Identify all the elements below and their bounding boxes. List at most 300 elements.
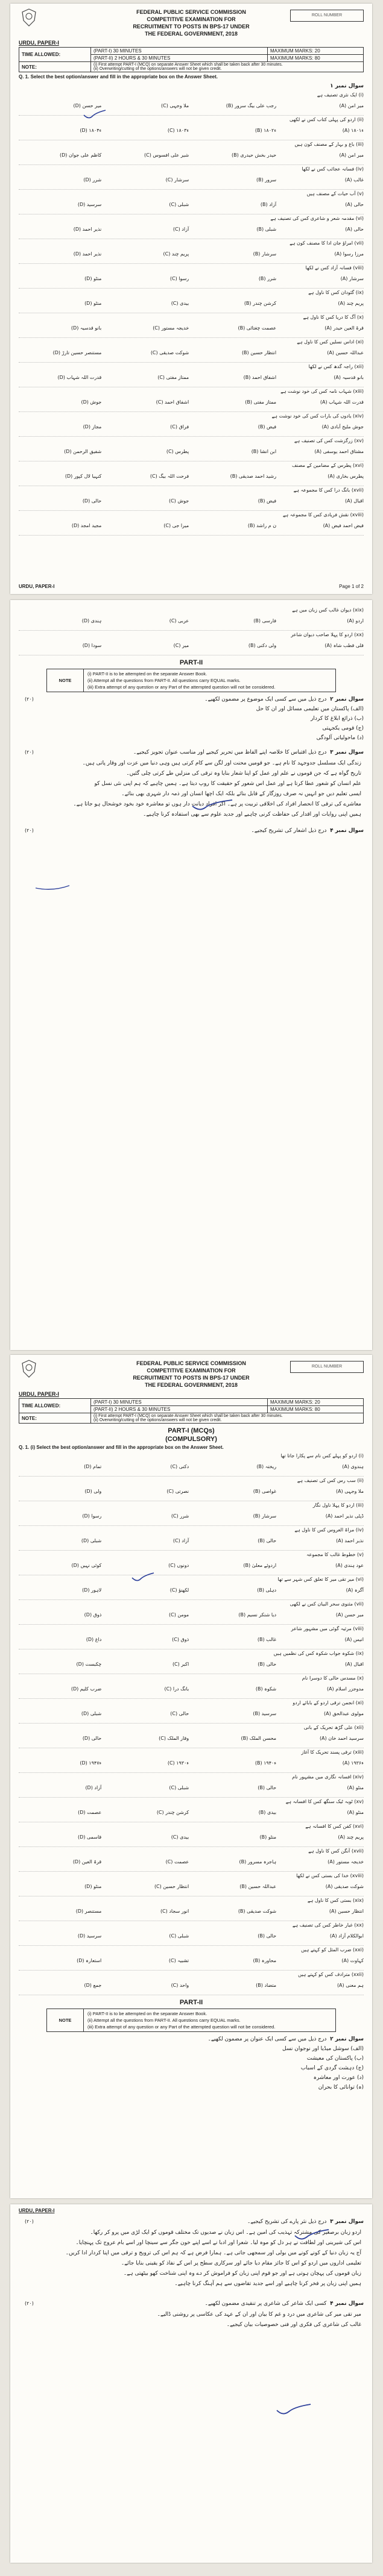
mcq-stem: [294, 438, 364, 443]
mcq-options: [19, 128, 364, 133]
mcq-item: [19, 165, 364, 190]
mcq-item: [19, 91, 364, 116]
mcq-option: (A) منٹو: [347, 1810, 364, 1815]
note-line: (iii) Extra attempt of any question or any Part of the attempted question will not be considered.: [87, 2024, 276, 2030]
note-label: NOTE:: [19, 62, 91, 72]
mcq-stem: [313, 1502, 364, 1508]
commission-name: FEDERAL PUBLIC SERVICE COMMISSION: [136, 9, 246, 15]
mcq-option: (A) مولوی عبدالحق: [324, 1711, 364, 1716]
mcq-option: (B) فارسی: [253, 618, 277, 624]
part2-marks: MAXIMUM MARKS: 80: [268, 1406, 364, 1413]
mcq-option: (C) ۱۸۰۳ء: [167, 128, 189, 133]
mcq-option: (C) کرشن چندر: [156, 1810, 189, 1815]
mcq-item: [19, 1649, 364, 1674]
mcq-question: اداس نسلیں کس کا ناول ہے: [297, 339, 355, 345]
mcq-question: غبار خاطر کس کی تصنیف ہے: [292, 1922, 353, 1928]
mcq-option: (B) فیض: [258, 498, 277, 504]
mcq-item: [19, 264, 364, 289]
q1-instruction: Q. 1. (i) Select the best option/answer and fill in the appropriate box on the Answer Sheet.: [19, 1445, 224, 1450]
mcq-question: گئودان کس کا ناول ہے: [308, 290, 355, 295]
note-line: (i) PART-II is to be attempted on the separate Answer Book.: [87, 671, 207, 677]
passage-line: زبان قوموں کی پہچان ہوتی ہے اور جو قوم اپنی زبان کو فراموش کر دے وہ اپنی شناخت کھو بیٹھتی ہے۔: [123, 2271, 361, 2277]
mcq-stem: [306, 265, 364, 270]
mcq-option: (B) منٹو: [259, 1834, 277, 1840]
q1-label: [10, 81, 372, 91]
footer-page: Page 1 of 2: [339, 584, 364, 589]
mcq-option: (C) اشفاق احمد: [156, 399, 189, 405]
mcq-item: [19, 313, 364, 338]
mcq-option: (A) ۱۸۰۱ء: [342, 128, 364, 133]
paper-title: URDU, PAPER-I: [19, 2208, 55, 2213]
mcq-option: (A) مدوجزر اسلام: [326, 1686, 364, 1692]
mcq-item: [19, 1872, 364, 1896]
mcq-question: سب رس کس کی تصنیف ہے: [297, 1478, 356, 1483]
mcq-option: (D) منٹو: [84, 276, 102, 281]
mcq-question: راجہ گدھ کس نے لکھا: [308, 364, 353, 369]
mcq-option: (C) جوش: [168, 498, 189, 504]
mcq-option: (B) رجب علی بیگ سرور: [226, 103, 277, 108]
mcq-number: (vi): [354, 216, 364, 221]
mcq-item: [19, 289, 364, 313]
govt-line: THE FEDERAL GOVERNMENT, 2018: [145, 31, 238, 37]
mcq-option: (A) سرسید احمد خان: [319, 1736, 364, 1741]
note-line-1: (i) First attempt PART-I (MCQ) on separate Answer Sheet which shall be taken back after 30 minutes.: [93, 1414, 283, 1418]
mcq-option: (C) فرحت اللہ بیگ: [150, 474, 189, 479]
mcq-number: (xii): [353, 1725, 364, 1730]
mcq-option: (B) کرشن چندر: [244, 301, 277, 306]
mcq-options: [19, 399, 364, 405]
passage-line: ایسی تعلیم دیں جو انہیں نہ صرف روزگار کے قابل بنائے بلکہ ایک اچھا انسان اور ذمہ دار شہری بھی بنائے۔: [121, 791, 361, 797]
mcq-item: [19, 1946, 364, 1971]
mcq-option: (B) فیض: [258, 424, 277, 430]
mcq-option: (C) دکنی: [170, 1464, 189, 1469]
mcq-option: (A) قرۃ العین حیدر: [324, 325, 364, 331]
mcq-option: (D) نذیر احمد: [73, 227, 102, 232]
mcq-item: [19, 1724, 364, 1748]
q3-marks: (۲۰): [25, 749, 34, 755]
mcq-option: (A) خدیجہ مستور: [328, 1859, 364, 1865]
mcq-option: (C) ۱۹۳۰ء: [167, 1760, 189, 1766]
mcq-option: (D) شبلی: [81, 1711, 102, 1716]
mcq-item: [19, 1625, 364, 1649]
mcq-question: اردو کا پہلا ناول نگار: [312, 1502, 355, 1508]
mcq-option: (A) فیض احمد فیض: [323, 523, 364, 528]
mcq-question: فسانہ عجائب کس نے لکھا: [302, 166, 355, 172]
mcq-question: پطرس کے مضامین کے مصنف: [292, 463, 352, 468]
mcq-options: [19, 325, 364, 331]
mcq-option: (B) ولی دکنی: [248, 643, 277, 648]
mcq-option: (D) میر حسن: [73, 103, 102, 108]
passage-line: آج یہ زبان دنیا کے کونے کونے میں بولی اور سمجھی جاتی ہے۔ ہمارا فرض ہے کہ ہم اس کی ترویج و ترقی میں اپنا کردار ادا کریں۔: [65, 2250, 361, 2256]
mcq-option: (A) ہم معنی: [337, 1983, 364, 1988]
mcq-stem: [292, 607, 364, 613]
mcq-stem: [272, 413, 364, 419]
mcq-question: مرثیہ گوئی میں مشہور شاعر: [291, 1626, 352, 1631]
pen-underline-icon: [34, 883, 71, 893]
q1-number: سوال نمبر ۱: [330, 83, 364, 89]
q4-line: [10, 2299, 372, 2309]
mcq-question: مراۃ العروس کس کا ناول ہے: [294, 1527, 355, 1533]
mcq-option: (C) انتظار حسین: [154, 1884, 189, 1889]
mcq-number: (xiv): [351, 1774, 364, 1780]
mcq-option: (B) شکوہ: [255, 1686, 277, 1692]
mcq-question: نقش فریادی کس کا مجموعہ ہے: [282, 512, 349, 517]
mcq-option: (A) ملا وجہی: [335, 1489, 364, 1494]
pen-tick-icon: [131, 1572, 155, 1583]
mcq-options: [19, 202, 364, 207]
mcq-option: (D) منٹو: [84, 1884, 102, 1889]
mcq-option: (B) غالب: [257, 1637, 277, 1642]
mcq-option: (A) عبداللہ حسین: [327, 350, 364, 355]
mcq-options: [19, 152, 364, 158]
mcq-number: (viii): [351, 265, 364, 270]
mcq-option: (A) شوکت صدیقی: [325, 1884, 364, 1889]
passage-line: زندگی ایک مسلسل جدوجہد کا نام ہے۔ جو قومیں محنت اور لگن سے کام کرتی ہیں وہی دنیا میں عزت اور وقار پاتی ہیں۔: [82, 760, 361, 766]
mcq-number: (xviii): [349, 512, 364, 517]
mcq-number: (xi): [354, 339, 364, 345]
mcq-question: زرگزشت کس کی تصنیف ہے: [294, 438, 353, 443]
mcq-option: (B) حالی: [258, 1933, 277, 1939]
mcq-question: مقدمہ شعر و شاعری کس کی تصنیف ہے: [270, 216, 355, 221]
q4-line: [10, 826, 372, 836]
mcq-stem: [297, 1478, 364, 1483]
mcq-option: (C) رسوا: [169, 276, 189, 281]
mcq-option: (B) متضاد: [256, 1983, 277, 1988]
mcq-options: [19, 1736, 364, 1741]
mcq-option: (D) ولی: [84, 1489, 102, 1494]
mcq-option: (A) کہاوت: [341, 1958, 364, 1963]
mcq-option: (B) ۱۹۴۰ء: [255, 1760, 277, 1766]
mcq-item: [19, 1798, 364, 1822]
mcq-option: (A) مشتاق احمد یوسفی: [314, 449, 364, 454]
mcq-option: (A) عود ہندی: [335, 1563, 364, 1568]
mcq-question: بستی کس کا ناول ہے: [307, 1898, 352, 1903]
exam-page-1: [10, 4, 372, 594]
mcq-option: (B) شوکت صدیقی: [238, 1909, 277, 1914]
mcq-option: (B) محسن الملک: [241, 1736, 277, 1741]
part1-marks: MAXIMUM MARKS: 20: [268, 1399, 364, 1406]
mcq-question: ٹوبہ ٹیک سنگھ کس کا افسانہ ہے: [285, 1799, 353, 1804]
mcq-stem: [307, 191, 364, 196]
mcq-number: (xi): [354, 1700, 364, 1705]
mcq-item: [19, 1551, 364, 1575]
mcq-options: [19, 474, 364, 479]
mcq-stem: [309, 364, 364, 369]
mcq-option: (A) ابوالکلام آزاد: [329, 1933, 364, 1939]
mcq-option: (B) انتظار حسین: [241, 350, 277, 355]
mcq-number: (i): [356, 92, 364, 98]
mcq-number: (iii): [354, 1502, 364, 1508]
footer-paper: URDU, PAPER-I: [19, 584, 55, 589]
mcq-options: [19, 251, 364, 257]
mcq-question: اردو کا پہلا صاحب دیوان شاعر: [291, 632, 353, 637]
mcq-question: مسدس حالی کا دوسرا نام: [302, 1675, 356, 1681]
mcq-options: [19, 301, 364, 306]
mcq-option: (D) حالی: [82, 1736, 102, 1741]
govt-line: THE FEDERAL GOVERNMENT, 2018: [145, 1382, 238, 1388]
mcq-option: (D) مجید امجد: [71, 523, 102, 528]
fpsc-emblem-icon: [21, 1360, 37, 1378]
note-label: NOTE: [47, 669, 84, 692]
mcq-number: (xxii): [350, 1972, 364, 1977]
q3-number: سوال نمبر ۳: [330, 749, 364, 755]
mcq-option: (D) شبلی: [81, 1538, 102, 1543]
mcq-question: بانگ درا کس کا مجموعہ ہے: [293, 487, 350, 493]
mcq-options: [19, 1983, 364, 1988]
mcq-item: [19, 1699, 364, 1724]
part1-time: (PART-I) 30 MINUTES: [91, 1399, 268, 1406]
mcq-options: [19, 523, 364, 528]
mcq-stem: [274, 1651, 364, 1656]
mcq-option: (D) قاسمی: [78, 1834, 102, 1840]
mcq-number: (xix): [351, 607, 364, 613]
part2-title: PART-II: [179, 659, 203, 666]
mcq-options: [19, 1464, 364, 1469]
q2-line: [10, 695, 372, 704]
mcq-options: [19, 1563, 364, 1568]
mcq-option: (C) عربی: [169, 618, 189, 624]
mcq-options: [19, 1612, 364, 1618]
mcq-option: (B) حالی: [258, 1662, 277, 1667]
mcq-number: (xv): [352, 438, 364, 443]
mcq-option: (C) خدیجہ مستور: [153, 325, 189, 331]
mcq-question: خطوط غالب کا مجموعہ: [306, 1552, 356, 1557]
mcq-option: (D) ذوق: [84, 1612, 102, 1618]
mcq-option: (C) مومن: [169, 1612, 189, 1618]
mcq-item: [19, 1501, 364, 1526]
mcq-section-title: PART-I (MCQs): [168, 1427, 215, 1434]
essay-option: (ہ) توانائی کا بحران: [318, 2084, 364, 2090]
mcq-options: [19, 177, 364, 183]
pen-tick-icon: [83, 109, 107, 120]
q4-marks: (۲۰): [25, 828, 34, 833]
mcq-option: (B) دہلی: [257, 1587, 277, 1593]
q1-instruction: Q. 1. Select the best option/answer and fill in the appropriate box on the Answer Sheet.: [19, 74, 218, 80]
q2-line: [10, 2034, 372, 2044]
pen-tick-icon: [191, 799, 233, 812]
posts-line: RECRUITMENT TO POSTS IN BPS-17 UNDER: [133, 1375, 250, 1381]
mcq-options: [19, 498, 364, 504]
mcq-question: ترقی پسند تحریک کا آغاز: [301, 1749, 352, 1755]
mcq-option: (A) اقبال: [345, 1662, 364, 1667]
note-lines: [84, 669, 335, 692]
mcq-item: [19, 1748, 364, 1773]
mcq-item: [19, 1822, 364, 1847]
mcq-option: (B) سرور: [256, 177, 277, 183]
mcq-option: (D) شرر: [83, 177, 102, 183]
note-label: NOTE: [47, 2009, 84, 2031]
mcq-option: (C) حالی: [170, 1711, 189, 1716]
mcq-option: (A) پریم چند: [338, 301, 364, 306]
paper-title: URDU, PAPER-I: [19, 40, 59, 46]
mcq-option: (C) عصمت: [165, 1859, 189, 1865]
mcq-option: (C) شبلی: [169, 1933, 189, 1939]
mcq-options: [19, 1513, 364, 1519]
mcq-option: (D) کوئی نہیں: [71, 1563, 102, 1568]
mcq-option: (C) شبلی: [169, 202, 189, 207]
mcq-option: (B) ممتاز مفتی: [245, 399, 277, 405]
q3-number: سوال نمبر ۳: [330, 2219, 364, 2225]
mcq-option: (A) اقبال: [345, 498, 364, 504]
mcq-option: (C) واحد: [171, 1983, 189, 1988]
note-line: (iii) Extra attempt of any question or any Part of the attempted question will not be considered.: [87, 684, 276, 690]
mcq-stem: [290, 1601, 364, 1607]
mcq-stem: [292, 1774, 364, 1780]
mcq-option: (D) نذیر احمد: [73, 251, 102, 257]
mcq-question: ضرب المثل کو کہتے ہیں: [301, 1947, 352, 1952]
commission-name: FEDERAL PUBLIC SERVICE COMMISSION: [136, 1360, 246, 1366]
mcq-stem: [283, 512, 364, 517]
mcq-option: (C) دونوں: [168, 1563, 189, 1568]
q2-options: [10, 704, 372, 743]
mcq-number: (ix): [354, 1651, 364, 1656]
mcq-option: (C) بیدی: [171, 301, 189, 306]
note-line: (ii) Attempt all the questions from PART-II. All questions carry EQUAL marks.: [87, 2018, 241, 2023]
mcq-number: (v): [355, 1552, 364, 1557]
mcq-question: فسانہ آزاد کس نے لکھا: [305, 265, 352, 270]
mcq-stem: [290, 117, 364, 122]
mcq-option: (B) عصمت چغتائی: [238, 325, 277, 331]
essay-option: (ب) پاکستان کی معیشت: [306, 2055, 364, 2062]
mcq-stem: [317, 92, 364, 98]
mcq-option: (B) اردوئے معلیٰ: [243, 1563, 277, 1568]
mcq-option: (C) بیدی: [171, 1834, 189, 1840]
mcq-options: [19, 1810, 364, 1815]
mcq-option: (D) قرۃ العین: [72, 1859, 102, 1865]
passage-line: علم انسان کو شعور عطا کرتا ہے اور عمل اس شعور کو حقیقت کا روپ دیتا ہے۔ ہمیں چاہیے کہ ہم اپنی نئی نسل کو: [94, 781, 361, 787]
q2-number: سوال نمبر ۲: [330, 696, 364, 702]
mcq-option: (D) چکبست: [76, 1662, 102, 1667]
mcq-question: شہاب نامہ کس کی خود نوشت ہے: [280, 389, 352, 394]
mcq-question: باغ و بہار کے مصنف کون ہیں: [294, 142, 355, 147]
q4-number: سوال نمبر ۴: [330, 828, 364, 834]
mcq-option: (D) مجاز: [83, 424, 102, 430]
mcq-options: [19, 1662, 364, 1667]
mcq-options: [19, 618, 364, 624]
mcq-question: آگ کا دریا کس کا ناول ہے: [303, 314, 356, 320]
time-label: TIME ALLOWED:: [19, 48, 91, 62]
mcq-number: (xx): [352, 1922, 364, 1928]
mcq-stem: [291, 1626, 364, 1631]
mcq-option: (D) ۱۹۴۷ء: [80, 1760, 102, 1766]
mcq-item: [19, 116, 364, 140]
mcq-item: [19, 461, 364, 486]
note-line-1: (i) First attempt PART-I (MCQ) on separate Answer Sheet which shall be taken back after 30 minutes.: [93, 63, 283, 67]
mcq-option: (B) شبلی: [256, 227, 277, 232]
mcq-option: (B) ن م راشد: [247, 523, 277, 528]
mcq-option: (A) قلی قطب شاہ: [324, 643, 364, 648]
mcq-option: (B) بیدی: [258, 1810, 277, 1815]
mcq-options: [19, 449, 364, 454]
mcq-option: (B) سرسید: [253, 1711, 277, 1716]
mcq-option: (D) جمع: [84, 1983, 102, 1988]
mcq-option: (D) تمام: [84, 1464, 102, 1469]
mcq-option: (B) ہاجرہ مسرور: [239, 1859, 277, 1865]
mcq-options: [19, 1785, 364, 1790]
mcq-number: (xiii): [351, 1749, 364, 1755]
passage-line: اس کی شیرینی اور لطافت نے ہر دل کو موہ لیا۔ شعرا اور ادبا نے اسے اپنے خون جگر سے سینچا اور اسے بام عروج تک پہنچایا۔: [75, 2240, 361, 2246]
mcq-option: (D) منٹو: [84, 301, 102, 306]
mcq-options: [19, 1686, 364, 1692]
note-line-2: (ii) Overwriting/cutting of the options/answers will not be given credit.: [93, 67, 222, 71]
mcq-option: (A) انیس: [344, 1637, 364, 1642]
mcq-number: (ii): [355, 1478, 364, 1483]
mcq-question: میر تقی میر کا تعلق کس شہر سے تھا: [277, 1577, 355, 1582]
mcq-option: (A) انتظار حسین: [329, 1909, 364, 1914]
mcq-stem: [286, 1799, 364, 1804]
mcq-option: (B) ابن انشا: [251, 449, 277, 454]
q3-text: درج ذیل نثر پارے کی تشریح کیجیے۔: [247, 2219, 327, 2225]
mcq-options: [19, 1587, 364, 1593]
mcq-option: (C) بانگ درا: [164, 1686, 189, 1692]
q3-line: [10, 748, 372, 757]
mcq-stem: [290, 240, 364, 246]
mcq-options: [19, 643, 364, 648]
mcq-question: دیوان غالب کس زبان میں ہے: [292, 607, 352, 613]
roll-number-box: ROLL NUMBER: [290, 10, 364, 22]
mcq-options: [19, 350, 364, 355]
mcq-option: (C) پریم چند: [163, 251, 189, 257]
mcq-option: (A) ۱۹۳۶ء: [342, 1760, 364, 1766]
mcq-stem: [293, 1922, 364, 1928]
part2-time: (PART-II) 2 HOURS & 30 MINUTES: [91, 1406, 268, 1413]
mcq-number: (xvi): [351, 463, 364, 468]
exam-page-4: [10, 2204, 372, 2563]
mcq-number: (xvii): [350, 487, 364, 493]
part2-note: [46, 669, 336, 692]
mcq-number: (xviii): [349, 1873, 364, 1878]
note-line-2: (ii) Overwriting/cutting of the options/answers will not be given credit.: [93, 1418, 222, 1422]
mcq-number: (iv): [354, 166, 364, 172]
mcq-number: (xxi): [351, 1947, 364, 1952]
mcq-option: (A) حالی: [345, 227, 364, 232]
mcq-option: (D) کنہیا لال کپور: [65, 474, 102, 479]
mcq-option: (C) پطرس: [166, 449, 189, 454]
mcq-option: (B) محاورہ: [253, 1958, 277, 1963]
mcq-option: (C) سرشار: [165, 177, 189, 183]
mcq-stem: [293, 1700, 364, 1705]
pen-tick-icon: [276, 2403, 312, 2416]
mcq-stem: [302, 166, 364, 172]
mcq-option: (D) عصمت: [78, 1810, 102, 1815]
mcq-options: [19, 103, 364, 108]
mcq-number: (xvii): [350, 1848, 364, 1854]
mcq-number: (iv): [354, 1527, 364, 1533]
q2-number: سوال نمبر ۲: [330, 2036, 364, 2042]
mcq-option: (D) جوش: [81, 399, 102, 405]
mcq-number: (vi): [354, 1577, 364, 1582]
q4-number: سوال نمبر ۴: [330, 2301, 364, 2307]
mcq-option: (B) شرر: [258, 276, 277, 281]
mcq-stem: [301, 1947, 364, 1952]
mcq-options: [19, 1760, 364, 1766]
mcq-option: (A) غالب: [344, 177, 364, 183]
mcq-options: [19, 1859, 364, 1865]
mcq-item: [19, 412, 364, 437]
q4-text: کسی ایک شاعر کی شاعری پر تنقیدی مضمون لکھیے۔: [204, 2301, 327, 2307]
essay-option: (الف) پاکستان میں تعلیمی مسائل اور ان کا حل: [256, 706, 364, 712]
mcq-stem: [303, 314, 364, 320]
mcq-option: (C) ملا وجہی: [161, 103, 189, 108]
mcq-item: [19, 511, 364, 536]
q2-marks: (۲۰): [25, 696, 34, 702]
mcq-option: (A) میر حسن: [335, 1612, 364, 1618]
mcq-option: (C) شوکت صدیقی: [150, 350, 189, 355]
mcq-stem: [305, 1824, 364, 1829]
mcq-question: افسانہ نگاری میں مشہور نام: [292, 1774, 352, 1780]
mcq-option: (D) سودا: [82, 643, 102, 648]
mcq-question: یادوں کی بارات کس کی خود نوشت ہے: [271, 413, 352, 419]
